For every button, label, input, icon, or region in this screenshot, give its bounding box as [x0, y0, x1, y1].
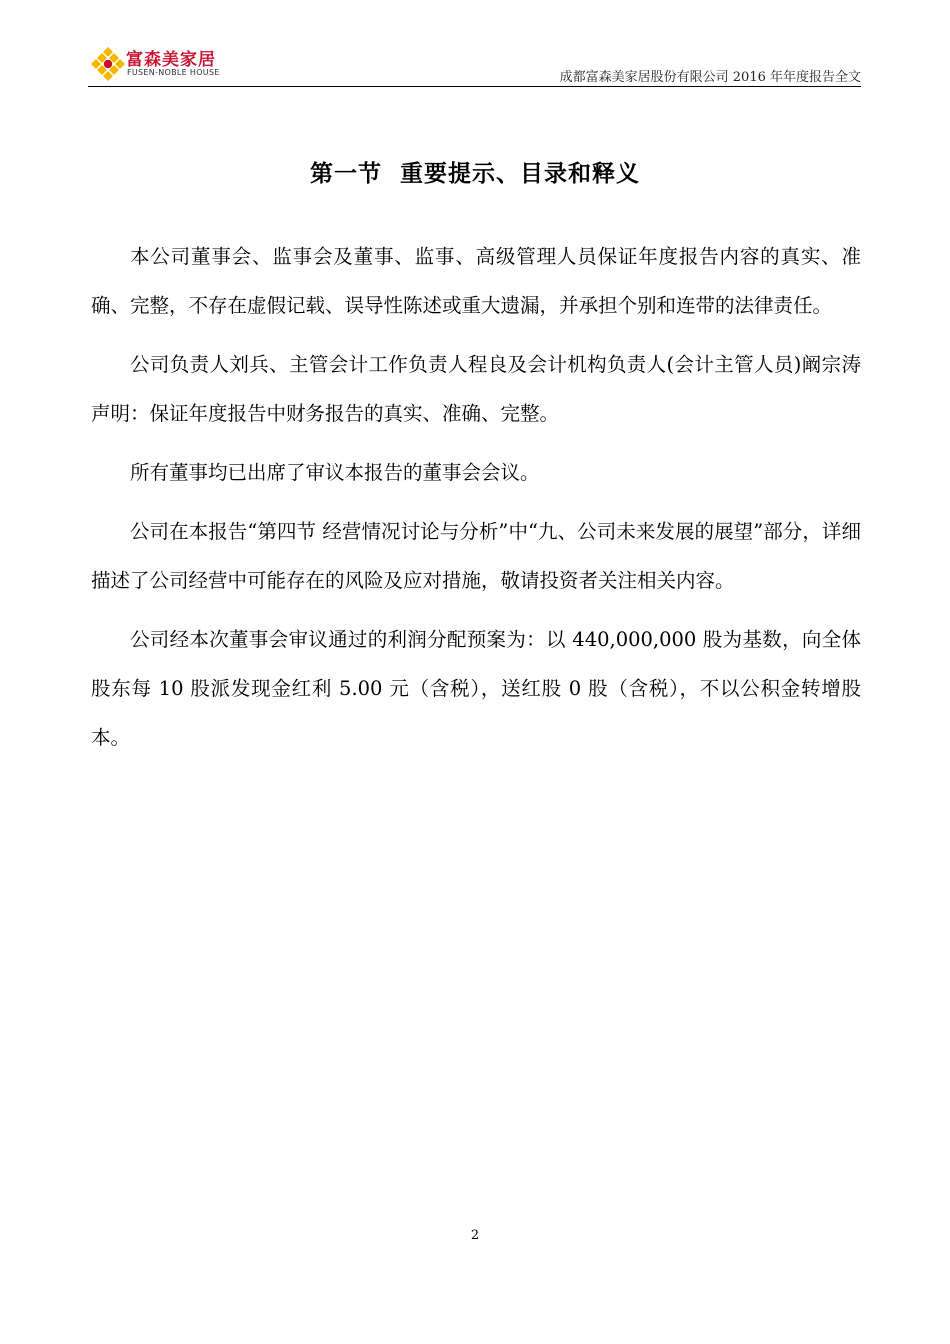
paragraph-risk-notice: 公司在本报告“第四节 经营情况讨论与分析”中“九、公司未来发展的展望”部分，详细描述了公司经营中可能存在的风险及应对措施，敬请投资者关注相关内容。 — [91, 520, 861, 592]
paragraph-financial-statement: 公司负责人刘兵、主管会计工作负责人程良及会计机构负责人(会计主管人员)阚宗涛声明：保证年度报告中财务报告的真实、准确、完整。 — [91, 353, 861, 425]
body-content — [91, 232, 861, 772]
paragraph-board-guarantee: 本公司董事会、监事会及董事、监事、高级管理人员保证年度报告内容的真实、准确、完整，不存在虚假记载、误导性陈述或重大遗漏，并承担个别和连带的法律责任。 — [91, 245, 861, 317]
logo-english-name: FUSEN-NOBLE HOUSE — [127, 68, 220, 77]
header-divider — [88, 86, 861, 87]
paragraph-board-attendance: 所有董事均已出席了审议本报告的董事会会议。 — [130, 461, 540, 484]
logo-chinese-name: 富森美家居 — [126, 50, 216, 70]
page-header — [88, 40, 861, 87]
section-title: 第一节 重要提示、目录和释义 — [309, 160, 640, 187]
page-number: 2 — [470, 1228, 480, 1243]
logo-diamond-icon — [88, 44, 128, 84]
report-title: 成都富森美家居股份有限公司 2016 年年度报告全文 — [559, 70, 861, 85]
paragraph-profit-distribution: 公司经本次董事会审议通过的利润分配预案为：以 440,000,000 股为基数，向全体股东每 10 股派发现金红利 5.00 元（含税），送红股 0 股（含税），不以公积金转增股本。 — [91, 628, 861, 749]
company-logo — [88, 44, 238, 84]
